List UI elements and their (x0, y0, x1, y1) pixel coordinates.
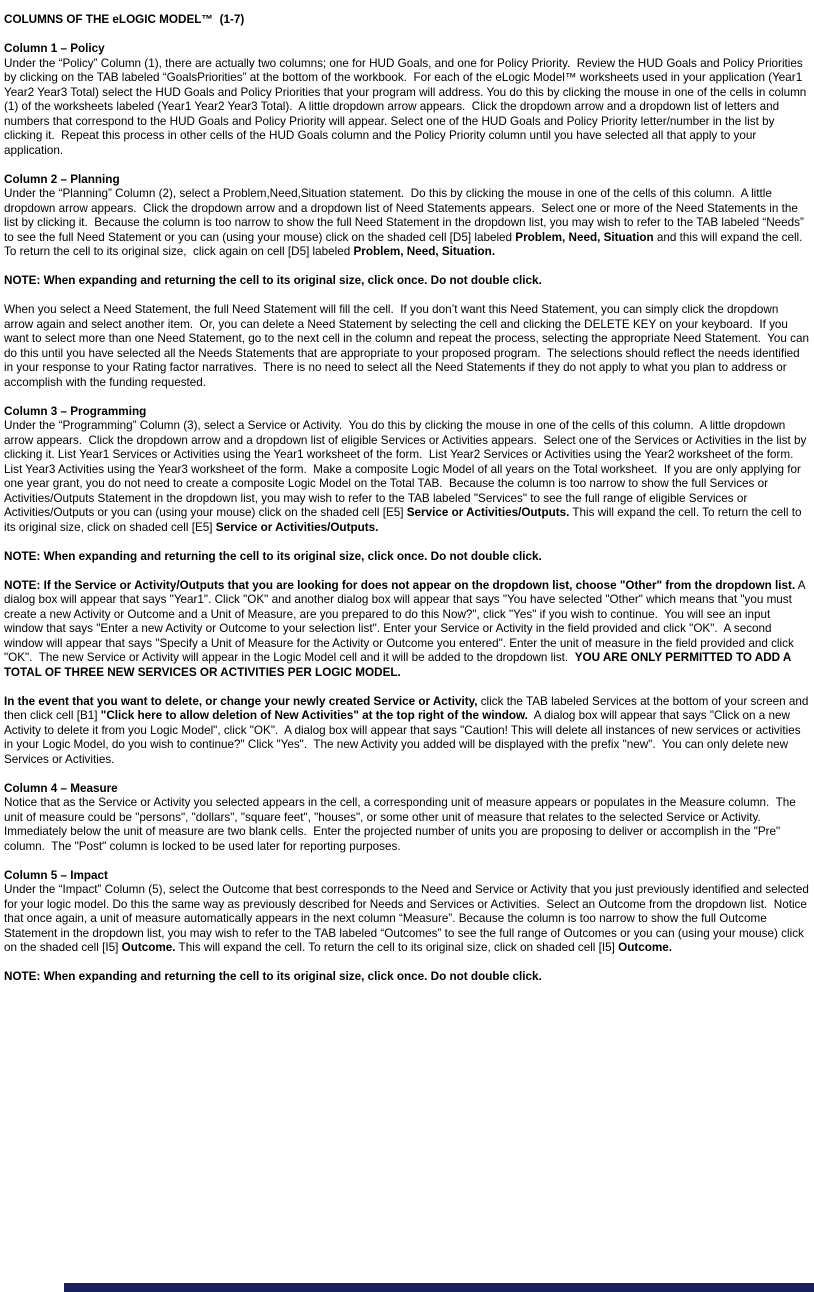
section-heading (4, 782, 809, 797)
text-run: NOTE: When expanding and returning the cell to its original size, click once. Do not double click. (4, 274, 542, 287)
text-run: In the event that you want to delete, or change your newly created Service or Activity, (4, 694, 478, 708)
text-run: A dialog box will appear that says "Year1". Click "OK" and another dialog box will appear that says "You have selected "Other" which means that "you must create a new Activity or Outcome and a Unit of Measure, are you prepared to do this Now?", click "Yes" if you wish to continue. You will see an input window that says "Enter a new Activity or Outcome to your selection list". Enter your Service or Activity in the field provided and click "OK". A second window will appear that says "Specify a Unit of Measure for the Activity or Outcome you entered". Enter the unit of measure in the field provided and click "OK". The new Service or Activity will appear in the Logic Model cell and it will be added to the dropdown list. (4, 578, 809, 664)
section-heading (4, 405, 809, 420)
text-run: Column 5 – Impact (4, 868, 108, 882)
note-paragraph (4, 970, 809, 985)
text-run: This will expand the cell. To return the cell to its original size, click on shaded cell [E5] (4, 506, 805, 534)
text-run: and this will expand the cell. To return the cell to its original size, click again on cell [D5] labeled (4, 230, 809, 258)
text-run: Under the “Policy” Column (1), there are actually two columns; one for HUD Goals, and one for Policy Priority. Review the HUD Goals and Policy Priorities by clicking on the TAB labeled “GoalsPriorities” at the bottom of the workbook. For each of the eLogic Model™ worksheets used in your application (Year1 Year2 Year3 Total) select the HUD Goals and Policy Priorities that your program will address. You do this by clicking the mouse in one of the cells in column (1) of the worksheets labeled (Year1 Year2 Year3 Total). A little dropdown arrow appears. Click the dropdown arrow and a dropdown list of letters and numbers that correspond to the HUD Goals and Policy Priority will appear. Select one of the HUD Goals and Policy Priority letter/number in the list by clicking it. Repeat this process in other cells of the HUD Goals column and the Policy Priority column until you have selected all that apply to your application. (4, 56, 810, 157)
section-heading (4, 869, 809, 884)
text-run: Column 2 – Planning (4, 172, 120, 186)
page-title: COLUMNS OF THE eLOGIC MODEL™ (1-7) (4, 13, 245, 26)
text-run: Outcome. (618, 941, 673, 954)
paragraph (4, 796, 809, 854)
paragraph (4, 883, 813, 956)
text-run: NOTE: When expanding and returning the cell to its original size, click once. Do not double click. (4, 549, 542, 563)
paragraph (4, 303, 813, 390)
text-run: Service or Activities/Outputs. (406, 506, 570, 519)
section-heading (4, 42, 809, 57)
bottom-scrollbar[interactable] (64, 1283, 814, 1292)
document-body (4, 42, 813, 985)
note-paragraph (4, 274, 809, 289)
text-run: NOTE: When expanding and returning the cell to its original size, click once. Do not double click. (4, 970, 542, 983)
text-run: NOTE: If the Service or Activity/Outputs that you are looking for does not appear on the dropdown list, choose "Other" from the dropdown list. (4, 578, 796, 592)
paragraph (4, 57, 809, 159)
text-run: Under the “Programming” Column (3), select a Service or Activity. You do this by clicking the mouse in one of the cells of this column. A little dropdown arrow appears. Click the dropdown arrow and a dropdown list of eligible Services or Activities appears. Select one of the Services or Activities in the list by clicking it. List Year1 Services or Activities using the Year1 worksheet of the form. List Year2 Services or Activities using the Year2 worksheet of the form. List Year3 Activities using the Year3 worksheet of the form. Make a composite Logic Model of all years on the Total worksheet. If you are only applying for one year grant, you do not need to create a composite Logic Model on the Total TAB. Because the column is too narrow to show the full Services or Activities/Outputs Statement in the dropdown list, you may wish to refer to the TAB labeled "Services" to see the full range of eligible Services or Activities/Outputs or you can (using your mouse) click on the shaded cell [E5] (4, 419, 810, 519)
note-paragraph (4, 550, 809, 565)
text-run: "Click here to allow deletion of New Activities" at the top right of the window. (100, 709, 528, 722)
text-run: Column 1 – Policy (4, 42, 105, 55)
paragraph (4, 187, 809, 260)
paragraph (4, 419, 809, 535)
text-run: YOU ARE ONLY PERMITTED TO ADD A TOTAL OF THREE NEW SERVICES OR ACTIVITIES PER LOGIC MODEL. (4, 651, 795, 679)
text-run: Under the “Planning” Column (2), select a Problem,Need,Situation statement. Do this by clicking the mouse in one of the cells of this column. A little dropdown arrow appears. Click the dropdown arrow and a dropdown list of Need Statements appears. Select one or more of the Need Statements in the list by clicking it. Because the column is too narrow to show the full Need Statement in the dropdown list, you may wish to refer to the TAB labeled “Needs” to see the full Need Statement or you can (using your mouse) click on the shaded cell [D5] labeled (4, 187, 808, 244)
text-run: Outcome. (121, 941, 176, 954)
text-run: Service or Activities/Outputs. (215, 520, 379, 534)
text-run: Notice that as the Service or Activity you selected appears in the cell, a corresponding unit of measure appears or populates in the Measure column. The unit of measure could be "persons", "dollars", "square feet", "houses", or some other unit of measure that relates to the selected Service or Activity. Immediately below the unit of measure are two blank cells. Enter the projected number of units you are proposing to deliver or accomplish in the "Pre" column. The "Post" column is locked to be used later for reporting purposes. (4, 796, 799, 853)
text-run: A dialog box will appear that says "Click on a new Activity to delete it from you Logic Model", click "OK". A dialog box will appear that says "Caution! This will delete all instances of new services or activities in your Logic Model, do you wish to continue?" Click "Yes". The new Activity you added will be displayed with the prefix "new". You can only delete new Services or Activities. (4, 709, 804, 766)
section-heading (4, 173, 809, 188)
text-run: Column 3 – Programming (4, 404, 147, 418)
paragraph (4, 579, 809, 681)
text-run: Problem, Need, Situation. (353, 245, 496, 258)
text-run: Column 4 – Measure (4, 781, 118, 795)
text-run: Problem, Need, Situation (515, 230, 654, 244)
text-run: This will expand the cell. To return the cell to its original size, click on shaded cell [I5] (175, 941, 619, 954)
paragraph (4, 694, 812, 768)
text-run: When you select a Need Statement, the full Need Statement will fill the cell. If you don’t want this Need Statement, you can simply click the dropdown arrow again and select another item. Or, you can delete a Need Statement by selecting the cell and clicking the DELETE KEY on your keyboard. If you want to select more than one Need Statement, go to the next cell in the column and repeat the process, selecting the appropriate Need Statement. You can do this until you have selected all the Needs Statements that are appropriate to your proposed program. The selections should reflect the needs identified in your response to your Rating factor narratives. There is no need to select all the Need Statements if they do not apply to what you plan to address or accomplish with the funding requested. (4, 303, 813, 389)
text-run: Under the “Impact” Column (5), select the Outcome that best corresponds to the Need and Service or Activity that you just previously identified and selected for your logic model. Do this the same way as previously described for Needs and Services or Activities. Select an Outcome from the dropdown list. Notice that once again, a unit of measure automatically appears in the next column “Measure”. Because the column is too narrow to show the full Outcome Statement in the dropdown list, you may wish to refer to the TAB labeled “Outcomes” to see the full range of Outcomes or you can (using your mouse) click on the shaded cell [I5] (4, 883, 813, 954)
text-run: click the TAB labeled Services at the bottom of your screen and then click cell [B1] (4, 694, 812, 722)
